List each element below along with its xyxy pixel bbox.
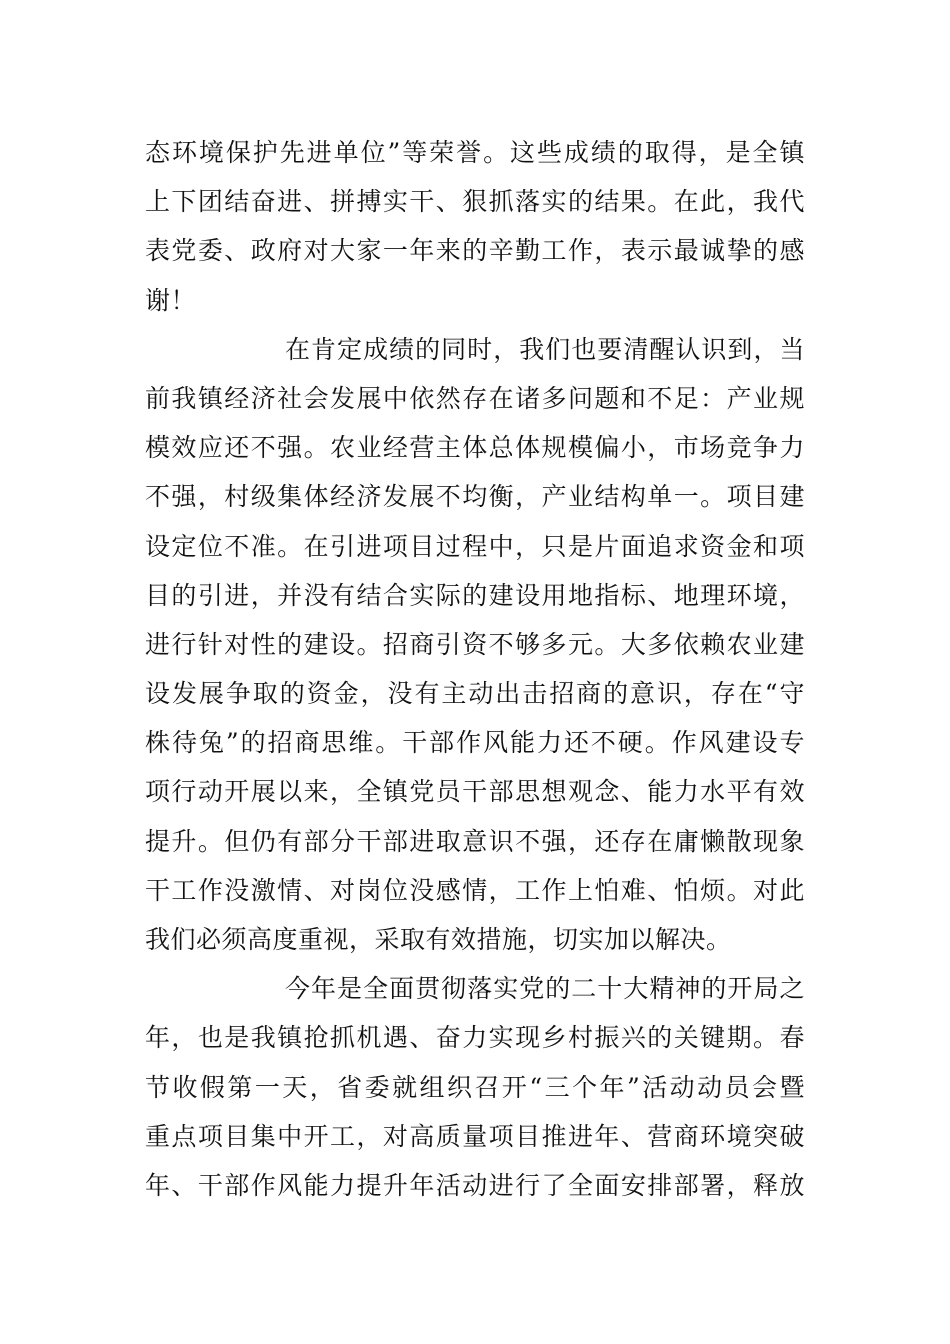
text-line: 不强，村级集体经济发展不均衡，产业结构单一。项目建 bbox=[145, 482, 805, 512]
paragraph-2 bbox=[145, 325, 805, 964]
text-line: 重点项目集中开工，对高质量项目推进年、营商环境突破 bbox=[145, 1121, 805, 1151]
text-line: 节收假第一天，省委就组织召开“三个年”活动动员会暨 bbox=[145, 1072, 805, 1102]
text-line: 上下团结奋进、拼搏实干、狠抓落实的结果。在此，我代 bbox=[145, 187, 805, 217]
paragraph-3 bbox=[145, 964, 805, 1210]
text-line: 谢！ bbox=[145, 285, 197, 315]
text-line: 干工作没激情、对岗位没感情，工作上怕难、怕烦。对此 bbox=[145, 875, 805, 905]
text-line: 年、干部作风能力提升年活动进行了全面安排部署，释放 bbox=[145, 1170, 805, 1200]
document-body bbox=[145, 128, 805, 1210]
text-line: 前我镇经济社会发展中依然存在诸多问题和不足：产业规 bbox=[145, 383, 805, 413]
text-line: 项行动开展以来，全镇党员干部思想观念、能力水平有效 bbox=[145, 777, 805, 807]
text-line: 设定位不准。在引进项目过程中，只是片面追求资金和项 bbox=[145, 531, 805, 561]
text-line: 目的引进，并没有结合实际的建设用地指标、地理环境， bbox=[145, 580, 805, 610]
text-line: 提升。但仍有部分干部进取意识不强，还存在庸懒散现象 bbox=[145, 826, 805, 856]
text-line: 在肯定成绩的同时，我们也要清醒认识到，当 bbox=[285, 334, 805, 364]
text-line: 态环境保护先进单位”等荣誉。这些成绩的取得，是全镇 bbox=[145, 138, 805, 167]
paragraph-1 bbox=[145, 128, 805, 325]
text-line: 表党委、政府对大家一年来的辛勤工作，表示最诚挚的感 bbox=[145, 236, 805, 266]
text-line: 设发展争取的资金，没有主动出击招商的意识，存在“守 bbox=[145, 679, 805, 709]
text-line: 我们必须高度重视，采取有效措施，切实加以解决。 bbox=[145, 925, 732, 954]
text-line: 模效应还不强。农业经营主体总体规模偏小，市场竞争力 bbox=[145, 433, 805, 463]
text-line: 年，也是我镇抢抓机遇、奋力实现乡村振兴的关键期。春 bbox=[145, 1023, 805, 1053]
text-line: 株待兔”的招商思维。干部作风能力还不硬。作风建设专 bbox=[145, 728, 805, 758]
text-line: 今年是全面贯彻落实党的二十大精神的开局之 bbox=[285, 974, 805, 1004]
text-line: 进行针对性的建设。招商引资不够多元。大多依赖农业建 bbox=[145, 629, 805, 659]
